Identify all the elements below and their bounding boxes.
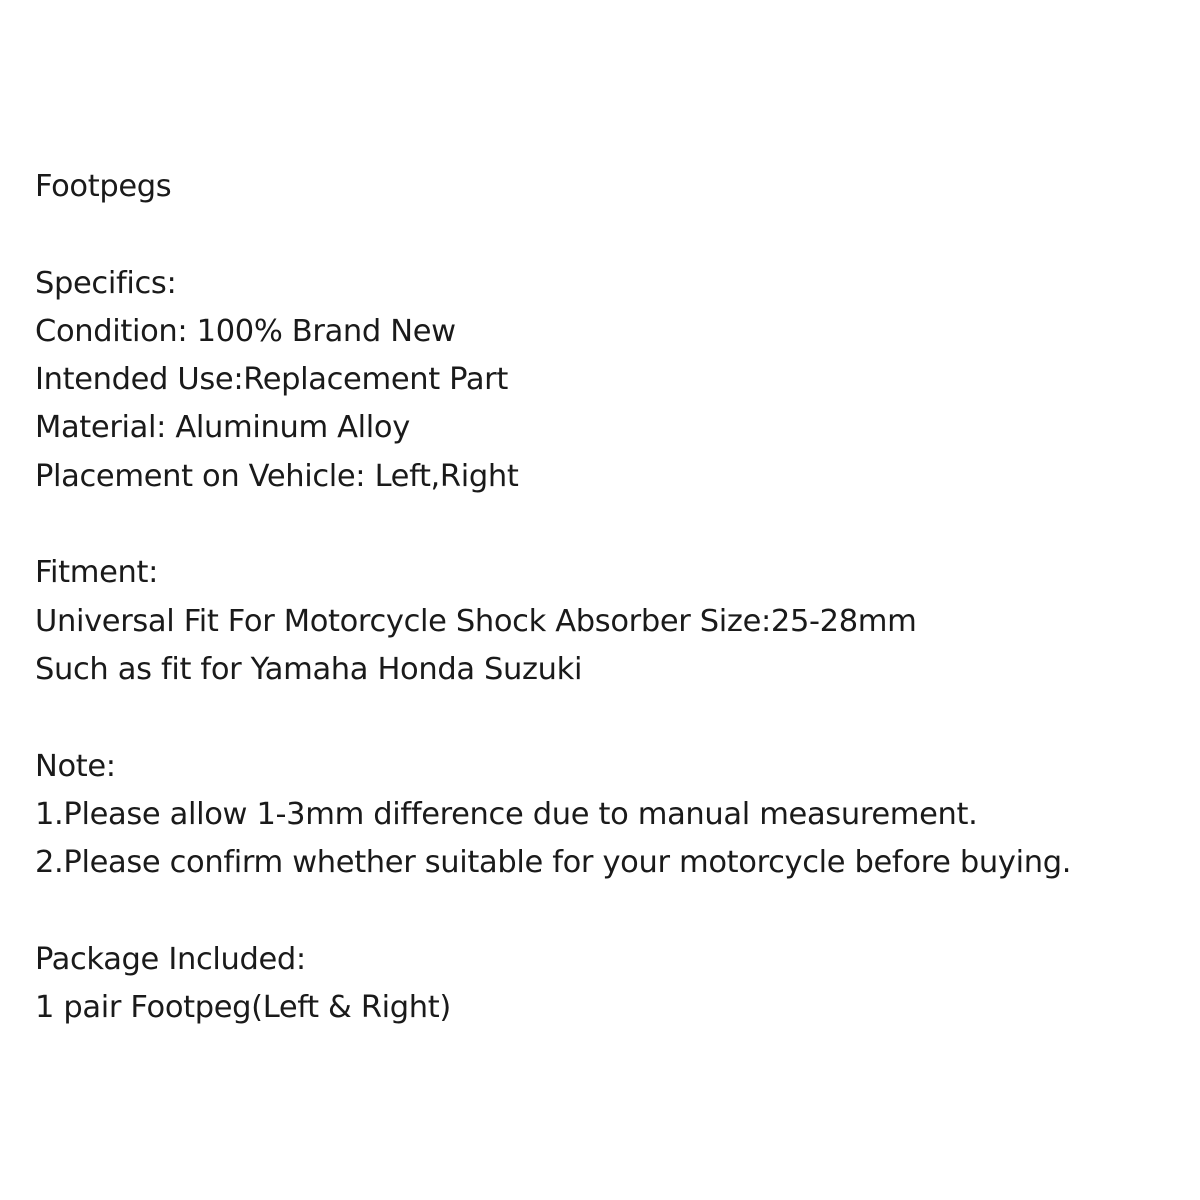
product-description xyxy=(35,163,1200,1032)
note-measurement: 1.Please allow 1-3mm difference due to manual measurement. xyxy=(35,796,978,832)
section-spacer xyxy=(35,211,1200,259)
fitment-section xyxy=(35,549,1200,694)
fitment-universal: Universal Fit For Motorcycle Shock Absorber Size:25-28mm xyxy=(35,603,917,639)
fitment-brands: Such as fit for Yamaha Honda Suzuki xyxy=(35,651,583,687)
section-spacer xyxy=(35,501,1200,549)
spec-material: Material: Aluminum Alloy xyxy=(35,410,410,446)
specifics-section xyxy=(35,260,1200,501)
specifics-heading: Specifics: xyxy=(35,265,177,301)
note-confirm: 2.Please confirm whether suitable for your motorcycle before buying. xyxy=(35,845,1072,881)
package-section xyxy=(35,936,1200,1033)
product-title: Footpegs xyxy=(35,169,172,204)
section-spacer xyxy=(35,694,1200,742)
spec-intended-use: Intended Use:Replacement Part xyxy=(35,362,508,398)
note-section xyxy=(35,743,1200,888)
fitment-heading: Fitment: xyxy=(35,555,158,591)
section-spacer xyxy=(35,887,1200,935)
spec-placement: Placement on Vehicle: Left,Right xyxy=(35,458,519,494)
spec-condition: Condition: 100% Brand New xyxy=(35,313,456,349)
package-heading: Package Included: xyxy=(35,941,306,977)
note-heading: Note: xyxy=(35,748,116,784)
package-contents: 1 pair Footpeg(Left & Right) xyxy=(35,990,451,1026)
